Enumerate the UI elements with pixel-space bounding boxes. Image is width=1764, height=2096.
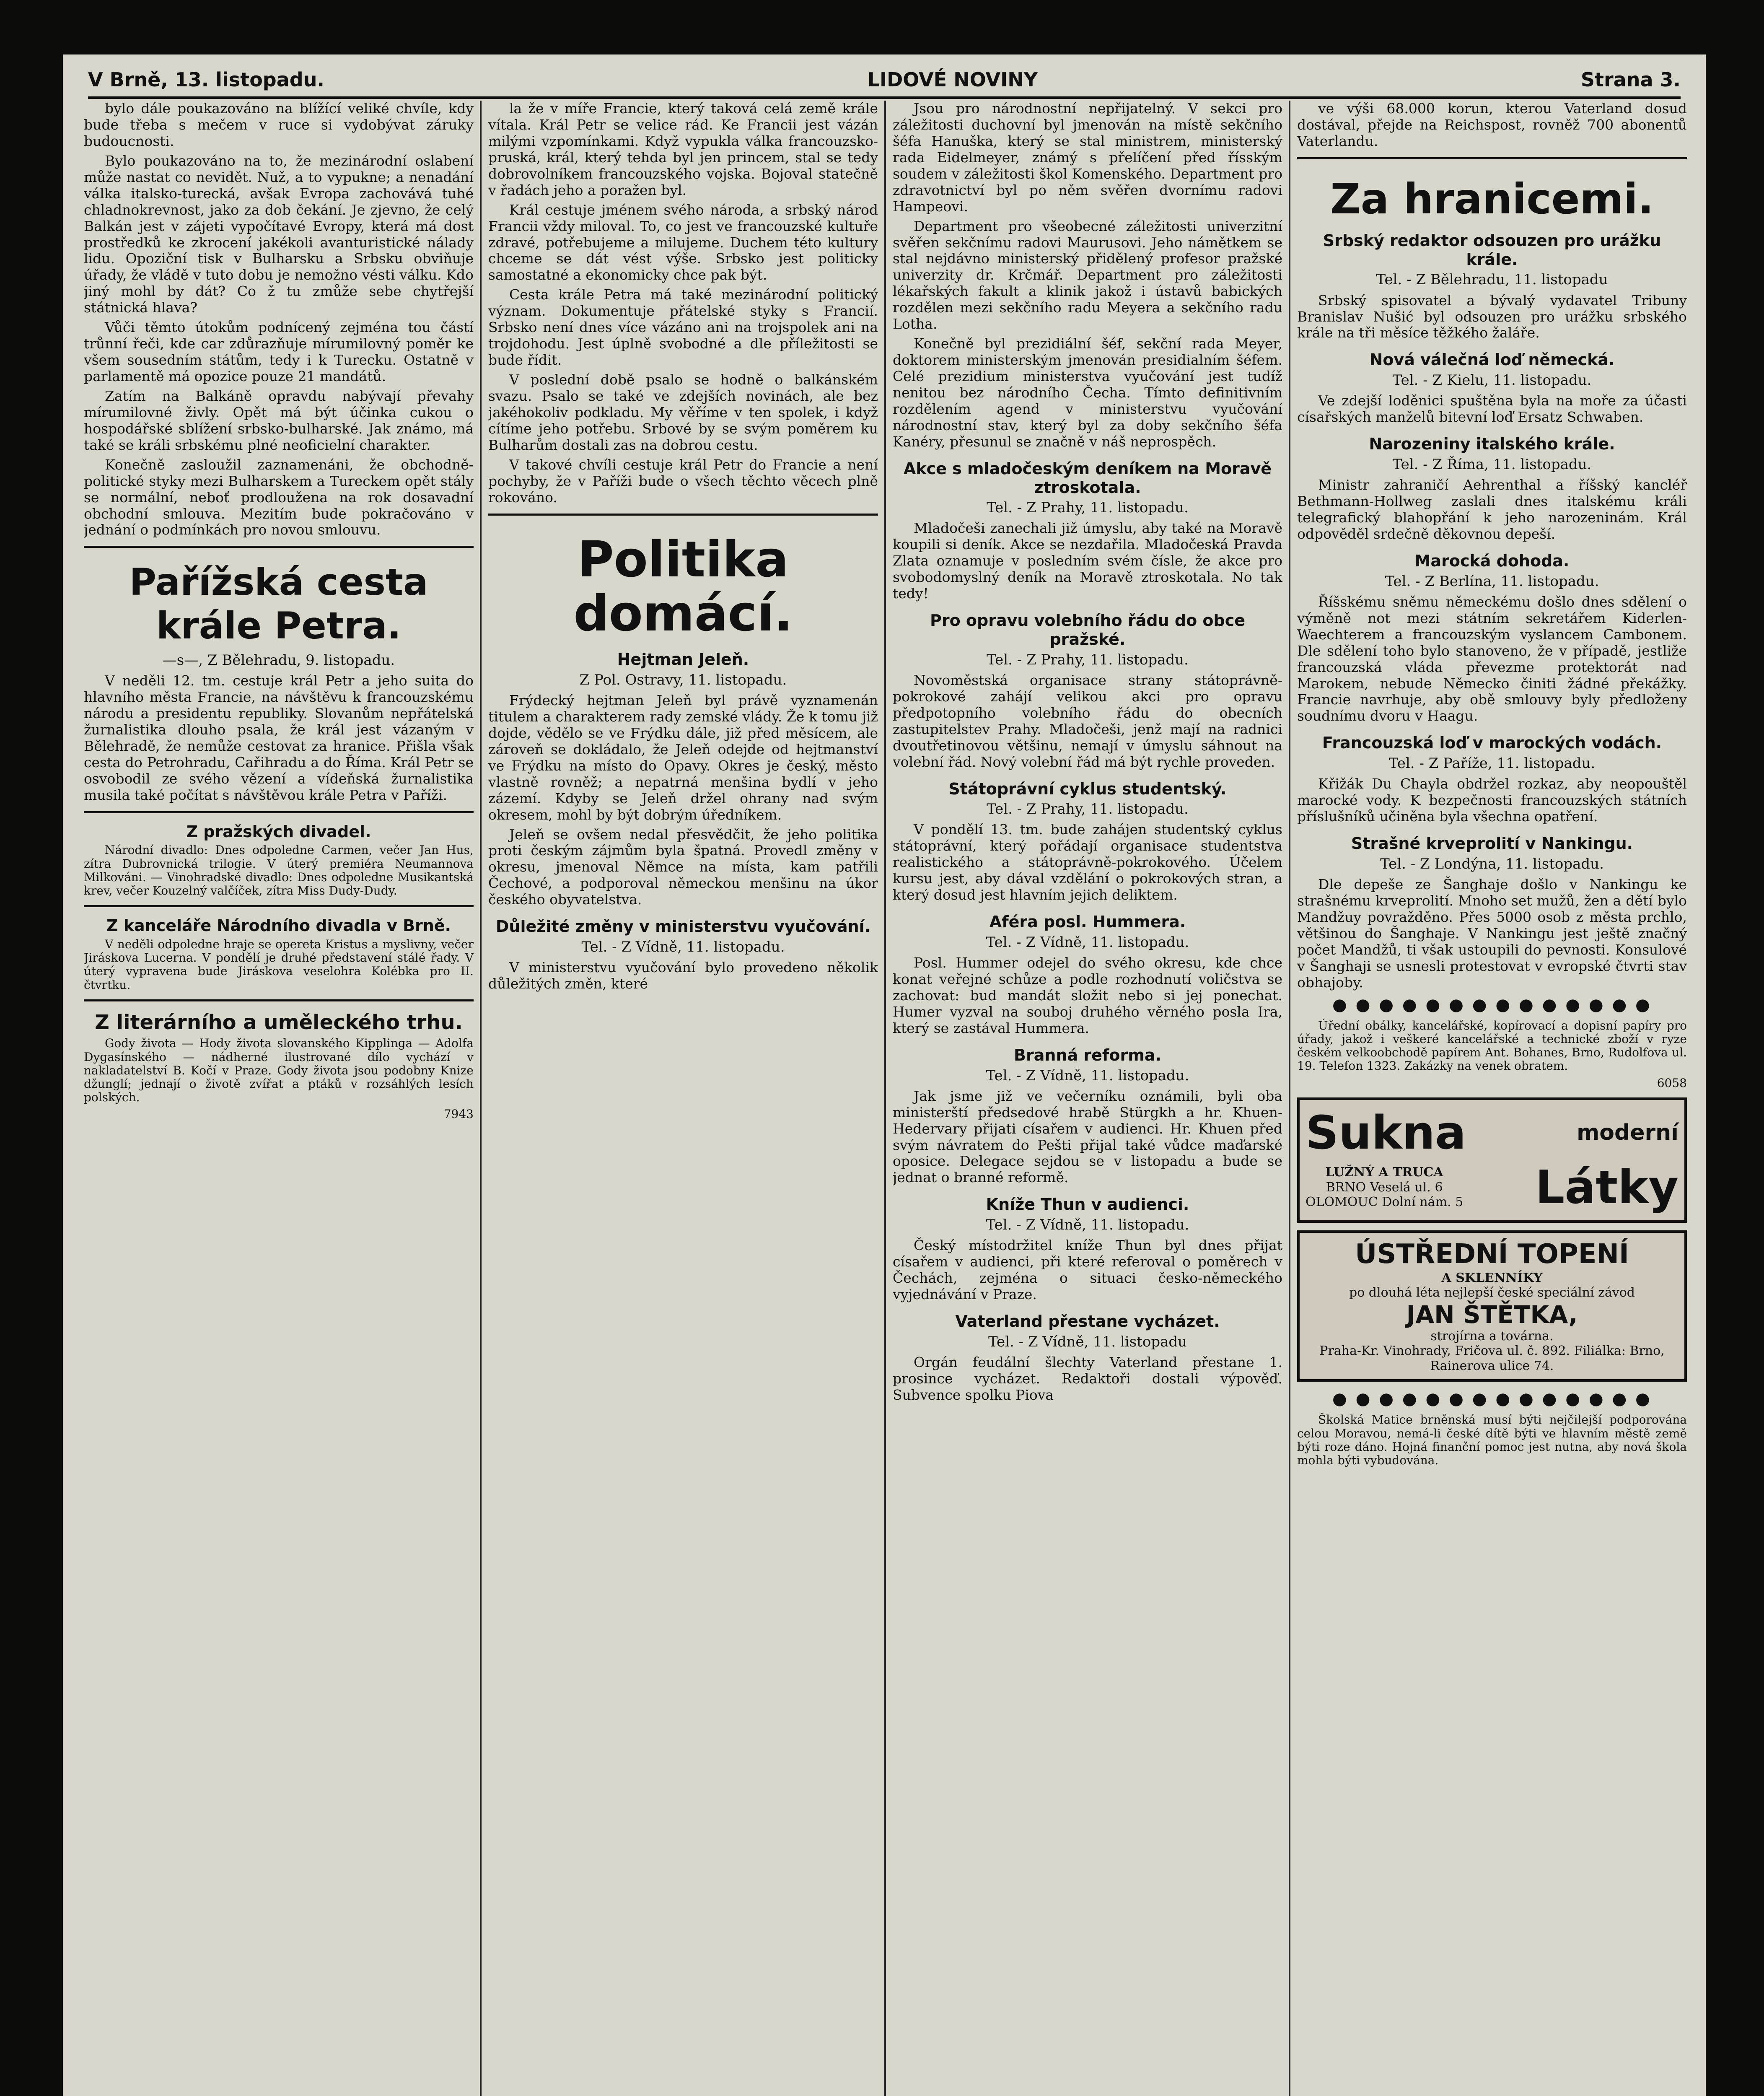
column-rule [480,101,482,2096]
article-paragraph: Český místodržitel kníže Thun byl dnes přijat císařem v audienci, při které referoval o poměrech v Čechách, zejména o situaci česko-německého vyjednávání v Praze. [893,1237,1282,1303]
advert-topeni-name: JAN ŠTĚTKA, [1406,1300,1578,1329]
article-paragraph: Jeleň se ovšem nedal přesvědčit, že jeho politika proti českým zájmům byla špatná. Provedl změny v okresu, jmenoval Němce na místa, kam patřili Čechové, a podporoval německou menšinu na úkor českého obyvatelstva. [488,826,878,908]
article-paragraph: Department pro všeobecné záležitosti univerzitní svěřen sekčnímu radovi Maurusovi. Jeho námětkem se stal nejdávno ministerský přidělený profesor pražské univerzity dr. Krčmář. Department pro záležitosti lékařských fakult a klinik jakož i ústavů babických rozdělen mezi sekčního radu Meyera a sekčního radu Lotha. [893,218,1282,332]
headline-afera-hummera: Aféra posl. Hummera. [989,913,1186,931]
advert-topeni-address: Praha-Kr. Vinohrady, Fričova ul. č. 892. Filiálka: Brno, Rainerova ulice 74. [1319,1344,1665,1373]
headline-cesta-krale: Pařížská cesta krále Petra. [129,560,428,648]
ad-number: 7943 [443,1107,474,1121]
article-paragraph: Cesta krále Petra má také mezinárodní politický význam. Dokumentuje přátelské styky s Francií. Srbsko není dnes více vázáno ani na trojspolek ani na trojdohodu. Jest úplně svobodné a dle příležitosti se bude řídit. [488,286,878,368]
headline-vaterland: Vaterland přestane vycházet. [955,1312,1220,1331]
article-paragraph: Gody života — Hody života slovanského Kipplinga — Adolfa Dygasínského — nádherné ilustrované dílo vychází v nakladatelství B. Kočí v Praze. Gody života jsou podobny Knize džunglí; jednají o životě zvířat a ptáků v rozsáhlých lesích polských. [84,1036,474,1105]
dateline: Tel. - Z Vídně, 11. listopadu [988,1333,1187,1350]
newspaper-page [63,54,1706,2096]
advert-sukna [1297,1097,1687,1223]
article-paragraph: Jak jsme již ve večerníku oznámili, byli oba ministerští předsedové hrabě Stürgkh a hr. Khuen-Hedervary přijati císařem v audienci. Hr. Khuen před svým návratem do Pešti přijal také vůdce maďarské oposice. Delegace sejdou se v listopadu a bude se jednat o branné reformě. [893,1087,1282,1186]
headline-prazska-divadla: Z pražských divadel. [186,822,371,841]
dateline: Tel. - Z Vídně, 11. listopadu. [581,939,785,956]
headline-zmeny-ministerstvo: Důležité změny v ministerstvu vyučování. [495,917,871,936]
article-paragraph: Srbský spisovatel a bývalý vydavatel Tribuny Branislav Nušić byl odsouzen pro urážku srbského krále na tři měsíce těžkého žaláře. [1297,292,1687,341]
advert-sukna-title: Sukna [1306,1105,1466,1160]
column-3 [893,101,1282,2096]
article-paragraph: la že v míře Francie, který taková celá země krále vítala. Král Petr se velice rád. Ke Francii jest vázán milými vzpomínkami. Když vypukla válka francouzsko-pruská, král, který tehda byl jen princem, stal se tedy dobrovolníkem francouzského vojska. Bojoval statečně v řadách jeho a poražen byl. [488,101,878,198]
headline-narozeniny-krale: Narozeniny italského krále. [1369,435,1615,454]
article-paragraph: Novoměstská organisace strany státoprávně-pokrokové zahájí velikou akci pro opravu předpotopního volebního řádu do obecních zastupitelstev Prahy. Mladočeši, jenž mají na radnici dvoutřetinovou většinu, nemají v úmyslu sáhnout na volební řád. Nový volební řád má být rychle proveden. [893,672,1282,770]
dateline: Z Pol. Ostravy, 11. listopadu. [579,671,787,688]
dateline: Tel. - Z Londýna, 11. listopadu. [1380,855,1604,872]
advert-topeni-desc: po dlouhá léta nejlepší české speciální závod [1349,1285,1635,1300]
masthead-title: LIDOVÉ NOVINY [867,68,1038,91]
article-paragraph: Ve zdejší loděnici spuštěna byla na moře za účasti císařských manželů bitevní loď Ersatz Schwaben. [1297,392,1687,425]
column-4 [1297,101,1687,2096]
ad-number: 6058 [1657,1076,1687,1090]
headline-branna-reforma: Branná reforma. [1014,1045,1161,1064]
article-paragraph: V poslední době psalo se hodně o balkánském svazu. Psalo se také ve zdejších novinách, ale bez jakéhokoliv podkladu. My věříme v ten spolek, i když cítíme jeho potřebu. Srbové by se svým poměrem ku Bulharům dostali zas na dobrou cestu. [488,371,878,453]
advert-skolska-matice: Školská Matice brněnská musí býti nejčilejší podporována celou Moravou, nemá-li české dítě býti ve hlavním městě země býti roze dáno. Hojná finanční pomoc jest nutna, aby nová škola mohla býti vybudována. [1297,1413,1687,1467]
headline-valecna-lod: Nová válečná loď německá. [1369,350,1615,369]
section-divider [488,514,878,516]
article-paragraph: Dle depeše ze Šanghaje došlo v Nankingu ke strašnému krveprolití. Mnoho set mužů, žen a dětí bylo Mandžuy povražděno. Přes 5000 osob z města prchlo, většinou do Šanghaje. V Nankingu jest ještě značný počet Mandžů, ti však ustoupili do pevnosti. Konsulové v Šanghaji se usnesli protestovat v evropské čtvrti stav obhajoby. [1297,876,1687,991]
article-paragraph: Bylo poukazováno na to, že mezinárodní oslabení může nastat co nevidět. Nuž, a to vypukne; a nenadání válka italsko-turecká, avšak Evropa zachovává tuhé chladnokrevnost, jako za dob čekání. Je zjevno, že celý Balkán jest v zájeti vypočítavé Evropy, která má dost prostředků ke zkrocení jakékoli avanturistické nálady lidu. Opoziční tisk v Bulharsku a Srbsku obviňuje úřady, že vládě v tuto dobu je nemožno vésti válku. Kdo jiný mohl by dát? Co ž tu zmůže sebe chytřejší státnická hlava? [84,152,474,316]
section-divider [84,546,474,548]
dateline: —s—, Z Bělehradu, 9. listopadu. [162,652,395,669]
dateline: Tel. - Z Vídně, 11. listopadu. [986,934,1189,951]
ornament-row: ● ● ● ● ● ● ● ● ● ● ● ● ● ● [1332,995,1652,1014]
advert-obalky: Úřední obálky, kancelářské, kopírovací a dopisní papíry pro úřady, jakož i veškeré kancelářské a technické zboží v ryze českém velkoobchodě papírem Ant. Bohanes, Brno, Rudolfova ul. 19. Telefon 1323. Zakázky na venek obratem. [1297,1018,1687,1073]
dateline: Tel. - Z Prahy, 11. listopadu. [987,651,1189,668]
article-paragraph: Frýdecký hejtman Jeleň byl právě vyznamenán titulem a charakterem rady zemské vlády. Že k tomu již dojde, vědělo se ve Frýdku dále, již před měsícem, ale zároveň se dokládalo, že Jeleň odejde od hejtmanství ve Frýdku na místo do Opavy. Okres je český, město vlastně rovněž; a nepatrná menšina bydlí v jeho zázemí. Kdyby se Jeleň držel ohrany nad svým okresem, mohl by být dobrým úředníkem. [488,692,878,823]
headline-akce-mladocesky: Akce s mladočeským deníkem na Moravě ztroskotala. [903,459,1272,497]
headline-krveproliti-nanking: Strašné krveprolití v Nankingu. [1351,834,1633,853]
running-head-date: V Brně, 13. listopadu. [88,68,324,91]
article-paragraph: Mladočeši zanechali již úmyslu, aby také na Moravě koupili si deník. Akce se nezdařila. Mladočeská Pravda Zlata oznamuje v posledním svém čísle, že akce pro svobodomyslný deník na Moravě ztroskotala. No tak tedy! [893,520,1282,602]
running-head [88,63,1681,99]
dateline: Tel. - Z Vídně, 11. listopadu. [986,1217,1189,1234]
page-number: Strana 3. [1580,68,1681,91]
article-paragraph: Orgán feudální šlechty Vaterland přestane 1. prosince vycházet. Redaktoři dostali výpověď. Subvence spolku Piova [893,1354,1282,1403]
section-title-za-hranicemi: Za hranicemi. [1330,174,1654,223]
article-paragraph: Král cestuje jménem svého národa, a srbský národ Francii vždy miloval. To, co jest ve francouzské kultuře zdravé, potřebujeme a milujeme. Duchem této kultury chceme se dát vést výše. Srbsko jest politicky samostatné a ekonomicky chce pak být. [488,201,878,283]
headline-statopravni-cyklus: Státoprávní cyklus studentský. [948,779,1227,798]
article-paragraph: Říšskému sněmu německému došlo dnes sdělení o výměně not mezi státním sekretářem Kiderlen-Waechterem a francouzským vyslancem Cambonem. Dle sdělení toho bylo stanoveno, že v případě, jestliže francouzská vláda převezme protektorát nad Marokem, nebude Německo činiti žádné překážky. Francie navrhuje, aby obě smlouvy byly předloženy soudnímu dvoru v Haagu. [1297,593,1687,724]
section-divider [84,811,474,813]
headline-kancelar-divadla: Z kanceláře Národního divadla v Brně. [106,916,451,935]
dateline: Tel. - Z Prahy, 11. listopadu. [987,499,1189,516]
article-paragraph: V neděli 12. tm. cestuje král Petr a jeho suita do hlavního města Francie, na návštěvu k francouzskému národu a presidentu republiky. Slovanům nepřátelská žurnalistika dlouho psala, že král jest vázaným v Bělehradě, že nemůže cestovat za hranice. Přišla však cesta do Petrohradu, Cařihradu a do Říma. Král Petr se osvobodil ze svého vězení a vídeňská žurnalistika musila také počítat s návštěvou krále Petra v Paříži. [84,672,474,803]
dateline: Tel. - Z Vídně, 11. listopadu. [986,1067,1189,1084]
article-paragraph: ve výši 68.000 korun, kterou Vaterland dosud dostával, přejde na Reichspost, rovněž 700 abonentů Vaterlandu. [1297,101,1687,149]
advert-latky: Látky [1535,1160,1679,1214]
dateline: Tel. - Z Bělehradu, 11. listopadu [1376,271,1608,288]
advert-topeni-desc2: strojírna a továrna. [1430,1329,1554,1344]
section-title-politika-domaci: Politika domácí. [573,530,793,643]
column-2 [488,101,878,2096]
headline-srbsky-redaktor: Srbský redaktor odsouzen pro urážku krále. [1323,231,1661,269]
headline-hejtman-jelen: Hejtman Jeleň. [617,650,749,669]
headline-literarni-trh: Z literárního a uměleckého trhu. [95,1010,463,1034]
dateline: Tel. - Z Říma, 11. listopadu. [1392,456,1592,473]
article-paragraph: Konečně zasloužil zaznamenáni, že obchodně-politické styky mezi Bulharskem a Tureckem opět stály se normální, neboť prodloužena na rok dosavadní obchodní smlouva. Mezitím bude pokračováno v jednání o podmínkách pro novou smlouvu. [84,456,474,538]
article-paragraph: Křižák Du Chayla obdržel rozkaz, aby neopouštěl marocké vody. K bezpečnosti francouzských státních příslušníků učiněna byla všechna opatření. [1297,776,1687,825]
article-paragraph: Národní divadlo: Dnes odpoledne Carmen, večer Jan Hus, zítra Dubrovnická trilogie. V úterý premiéra Neumannova Milkováni. — Vinohradské divadlo: Dnes odpoledne Musikantská krev, večer Kouzelný valčíček, zítra Miss Dudy-Dudy. [84,843,474,898]
article-paragraph: bylo dále poukazováno na blížící veliké chvíle, kdy bude třeba s mečem v ruce si vydobývat záruky budoucnosti. [84,101,474,149]
column-rule [884,101,886,2096]
headline-francouzska-lod: Francouzská loď v marockých vodách. [1322,734,1662,752]
advert-topeni-sub: A SKLENNÍKY [1441,1270,1543,1285]
article-paragraph: V ministerstvu vyučování bylo provedeno několik důležitých změn, které [488,959,878,992]
ornament-row: ● ● ● ● ● ● ● ● ● ● ● ● ● ● [1332,1389,1652,1409]
article-paragraph: Konečně byl prezidiální šéf, sekční rada Meyer, doktorem ministerským jmenován presidialním šéfem. Celé prezidium ministerstva vyučování jest tudíž nenitou bez národního Čecha. Tímto definitivním rozdělením agend v ministerstvu vyučování národnostní stav, který byl za doby sekčního šéfa Kanéry, přesunul se značně v náš neprospěch. [893,335,1282,450]
article-paragraph: V takové chvíli cestuje král Petr do Francie a není pochyby, že v Paříži bude o všech těchto věcech plně rokováno. [488,456,878,506]
article-paragraph: Zatím na Balkáně opravdu nabývají převahy mírumilovné živly. Opět má být účinka cukou o hospodářské sblížení srbsko-bulharské. Jak známo, má také se králi srbskému plné neoficielní charakter. [84,387,474,453]
advert-sukna-moderni: moderní [1577,1120,1679,1145]
headline-thun-audience: Kníže Thun v audienci. [986,1195,1189,1214]
section-divider [1297,157,1687,159]
article-paragraph: V pondělí 13. tm. bude zahájen studentský cyklus státoprávní, který pořádají organisace studentstva realistického a státoprávně-pokrokového. Účelem kursu jest, aby dával vzdělání o pokrokových stran, a který dosud jest hlavním jejich deliktem. [893,821,1282,903]
advert-topeni-title: ÚSTŘEDNÍ TOPENÍ [1355,1239,1629,1270]
section-divider [84,905,474,907]
column-1 [84,101,474,2096]
dateline: Tel. - Z Berlína, 11. listopadu. [1385,573,1599,590]
dateline: Tel. - Z Kielu, 11. listopadu. [1392,372,1592,389]
section-divider [84,999,474,1001]
article-paragraph: Jsou pro národnostní nepřijatelný. V sekci pro záležitosti duchovní byl jmenován na místě sekčního šéfa Hanuška, který se stal ministrem, ministerský rada Eidelmeyer, známý s přelíčení před řísským soudem v záležitosti škol Komenského. Department pro zdravotnictví byl po něm svěřen dvornímu radovi Hampeovi. [893,101,1282,215]
article-paragraph: Vůči těmto útokům podnícený zejména tou částí trůnní řeči, kde car zdůrazňuje mírumilovný poměr ke všem sousedním státům, tedy i k Turecku. Ostatně v parlamentě má opozice pouze 21 mandátů. [84,319,474,384]
advert-city: OLOMOUC Dolní nám. 5 [1306,1195,1464,1210]
dateline: Tel. - Z Prahy, 11. listopadu. [987,801,1189,818]
advert-ustredni-topeni [1297,1230,1687,1382]
column-rule [1289,101,1290,2096]
headline-marocka-dohoda: Marocká dohoda. [1414,551,1570,570]
headline-oprava-volebniho-radu: Pro opravu volebního řádu do obce pražské. [930,611,1246,649]
advert-firm-name: LUŽNÝ A TRUCA [1325,1165,1443,1180]
article-paragraph: V neděli odpoledne hraje se opereta Kristus a myslivny, večer Jiráskova Lucerna. V pondělí je druhé představení stálé řady. V úterý vypravena bude Jiráskova veselohra Kolébka pro II. čtvrtku. [84,937,474,992]
article-paragraph: Posl. Hummer odejel do svého okresu, kde chce konat veřejné schůze a podle rozhodnutí voličstva se zachovat: bud mandát složit nebo si jej ponechat. Humer vyzval na souboj druhého věrného posla Ira, který se zastával Hummera. [893,955,1282,1036]
dateline: Tel. - Z Paříže, 11. listopadu. [1388,755,1596,772]
advert-city: BRNO Veselá ul. 6 [1326,1180,1443,1195]
article-paragraph: Ministr zahraničí Aehrenthal a říšský kancléř Bethmann-Hollweg zaslali dnes italskému králi telegrafický blahopřání k jeho narozeninám. Král odpověděl srdečně děkovnou depeší. [1297,477,1687,542]
